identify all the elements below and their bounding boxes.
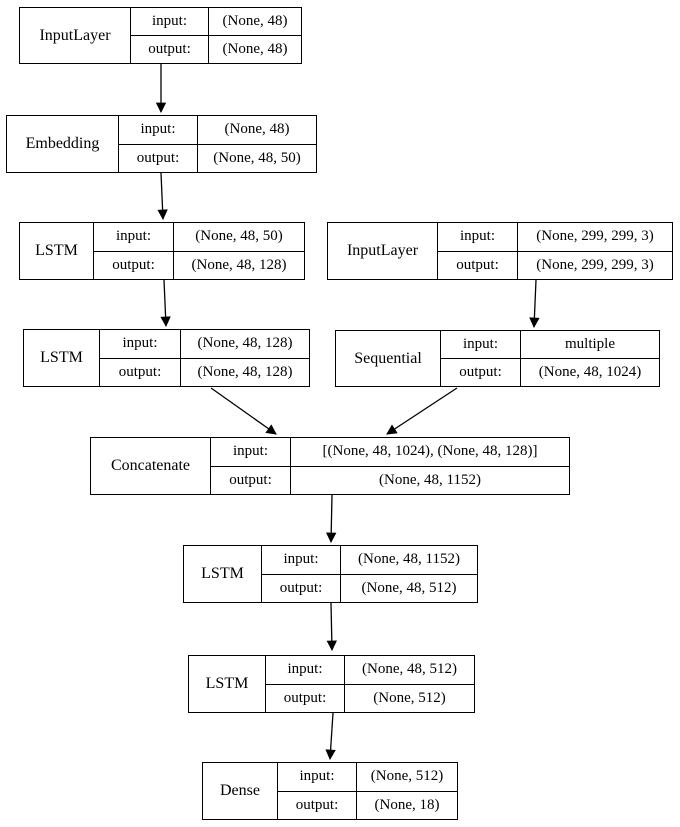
- input-shape: (None, 48, 1152): [341, 546, 478, 575]
- input-label: input:: [278, 763, 357, 792]
- output-shape: (None, 48, 128): [174, 251, 305, 280]
- node-embedding: [6, 115, 317, 173]
- input-shape: (None, 48, 512): [345, 656, 475, 685]
- output-label: output:: [131, 36, 209, 64]
- layer-name: Embedding: [7, 116, 119, 173]
- output-shape: (None, 48, 128): [181, 358, 310, 387]
- input-label: input:: [94, 223, 174, 252]
- input-label: input:: [441, 331, 521, 359]
- output-label: output:: [266, 684, 345, 713]
- input-shape: (None, 299, 299, 3): [518, 223, 673, 252]
- edge-lstm-1-to-lstm-2: [164, 280, 166, 326]
- node-sequential: [335, 330, 660, 387]
- node-dense: [202, 762, 458, 820]
- output-shape: (None, 48, 50): [198, 144, 317, 173]
- layer-name: Dense: [203, 763, 278, 820]
- input-shape: [(None, 48, 1024), (None, 48, 128)]: [291, 438, 570, 467]
- node-lstm-4: [188, 655, 475, 713]
- input-shape: (None, 48): [198, 116, 317, 145]
- output-shape: (None, 18): [357, 791, 458, 820]
- edge-lstm-2-to-concatenate: [211, 388, 276, 434]
- layer-name: Concatenate: [91, 438, 211, 495]
- output-shape: (None, 48, 512): [341, 574, 478, 603]
- input-shape: multiple: [521, 331, 660, 359]
- output-shape: (None, 299, 299, 3): [518, 251, 673, 280]
- output-label: output:: [119, 144, 198, 173]
- output-shape: (None, 48): [209, 36, 302, 64]
- node-lstm-2: [23, 329, 310, 387]
- node-inputlayer-image: [327, 222, 673, 280]
- layer-name: InputLayer: [20, 8, 131, 64]
- input-label: input:: [438, 223, 518, 252]
- edge-concatenate-to-lstm-3: [331, 495, 332, 542]
- input-label: input:: [131, 8, 209, 36]
- node-lstm-1: [19, 222, 305, 280]
- output-shape: (None, 48, 1152): [291, 466, 570, 495]
- output-label: output:: [94, 251, 174, 280]
- layer-name: LSTM: [20, 223, 94, 280]
- layer-name: InputLayer: [328, 223, 438, 280]
- node-concatenate: [90, 437, 570, 495]
- layer-name: LSTM: [184, 546, 262, 603]
- edge-lstm-4-to-dense: [330, 713, 333, 759]
- edge-inputlayer-image-to-sequential: [534, 280, 536, 327]
- input-label: input:: [266, 656, 345, 685]
- output-label: output:: [438, 251, 518, 280]
- input-shape: (None, 48, 128): [181, 330, 310, 359]
- output-shape: (None, 512): [345, 684, 475, 713]
- layer-name: LSTM: [24, 330, 100, 387]
- input-label: input:: [119, 116, 198, 145]
- layer-name: LSTM: [189, 656, 266, 713]
- output-label: output:: [100, 358, 181, 387]
- output-label: output:: [262, 574, 341, 603]
- input-label: input:: [211, 438, 291, 467]
- node-lstm-3: [183, 545, 478, 603]
- input-shape: (None, 512): [357, 763, 458, 792]
- edge-sequential-to-concatenate: [387, 388, 457, 434]
- edge-lstm-3-to-lstm-4: [331, 603, 332, 650]
- output-label: output:: [278, 791, 357, 820]
- output-label: output:: [211, 466, 291, 495]
- input-label: input:: [262, 546, 341, 575]
- node-inputlayer-text: [19, 7, 302, 64]
- output-shape: (None, 48, 1024): [521, 359, 660, 387]
- input-label: input:: [100, 330, 181, 359]
- layer-name: Sequential: [336, 331, 441, 387]
- output-label: output:: [441, 359, 521, 387]
- edge-embedding-to-lstm-1: [161, 173, 163, 219]
- input-shape: (None, 48): [209, 8, 302, 36]
- input-shape: (None, 48, 50): [174, 223, 305, 252]
